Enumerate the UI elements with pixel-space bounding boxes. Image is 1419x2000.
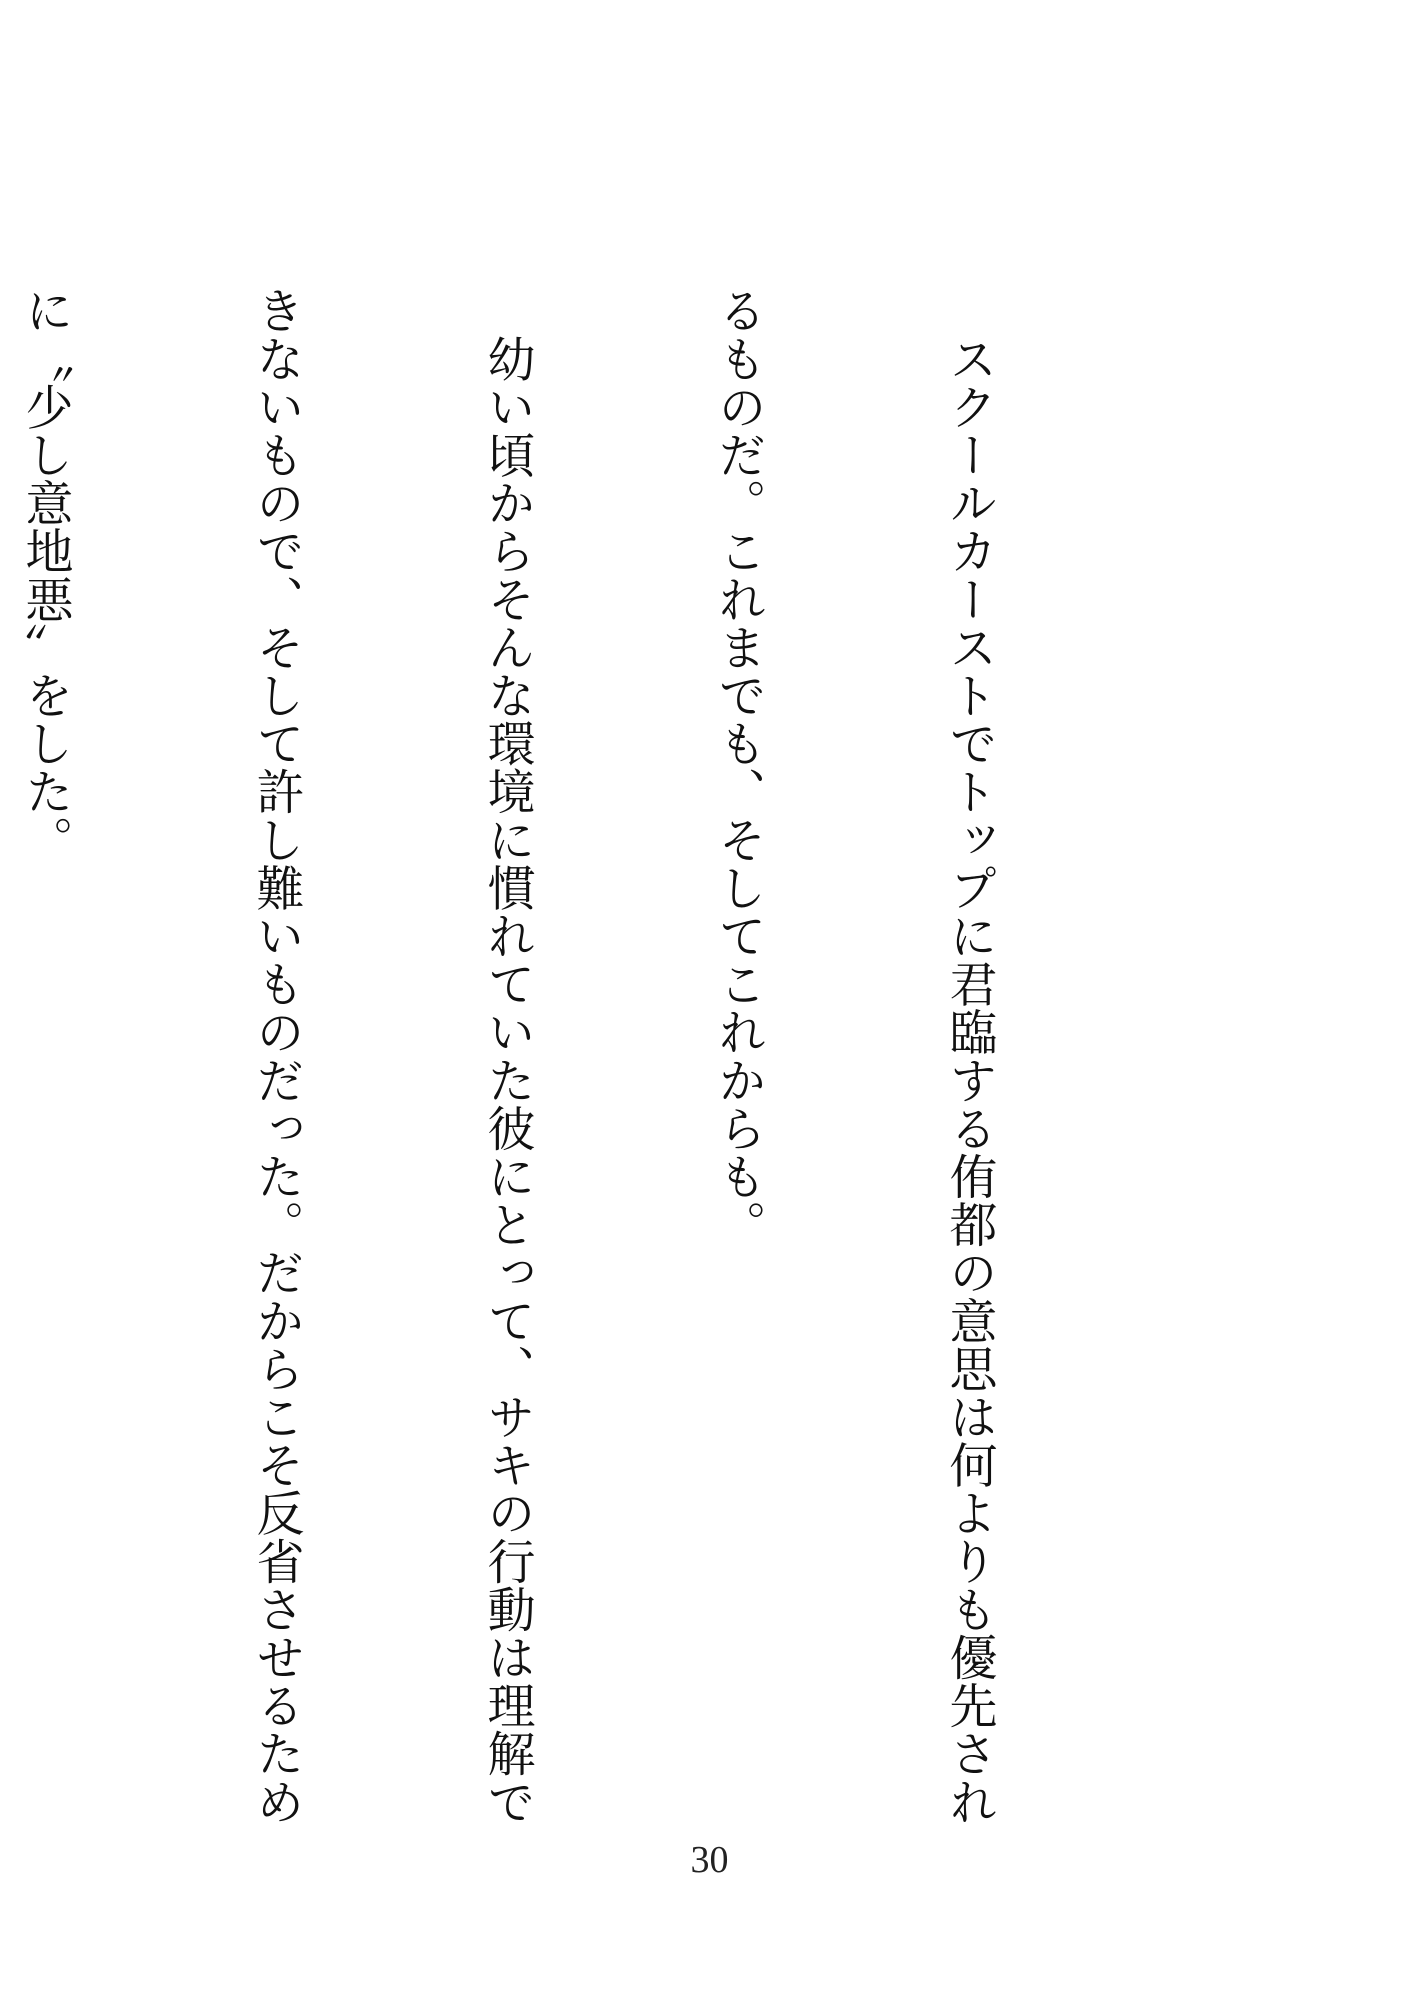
text-line: 幼い頃からそんな環境に慣れていた彼にとって、サキの行動は理解で [479,286,535,1826]
text-line: に〝少し意地悪〟をした。 [17,286,73,864]
text-line: るものだ。これまでも、そしてこれからも。 [710,286,766,1248]
text-line: きないもので、そして許し難いものだった。だからこそ反省させるため [248,286,304,1826]
text-line: スクールカーストでトップに君臨する侑都の意思は何よりも優先され [941,286,997,1826]
vertical-text-body [0,286,1161,1826]
page-number: 30 [690,1839,729,1881]
